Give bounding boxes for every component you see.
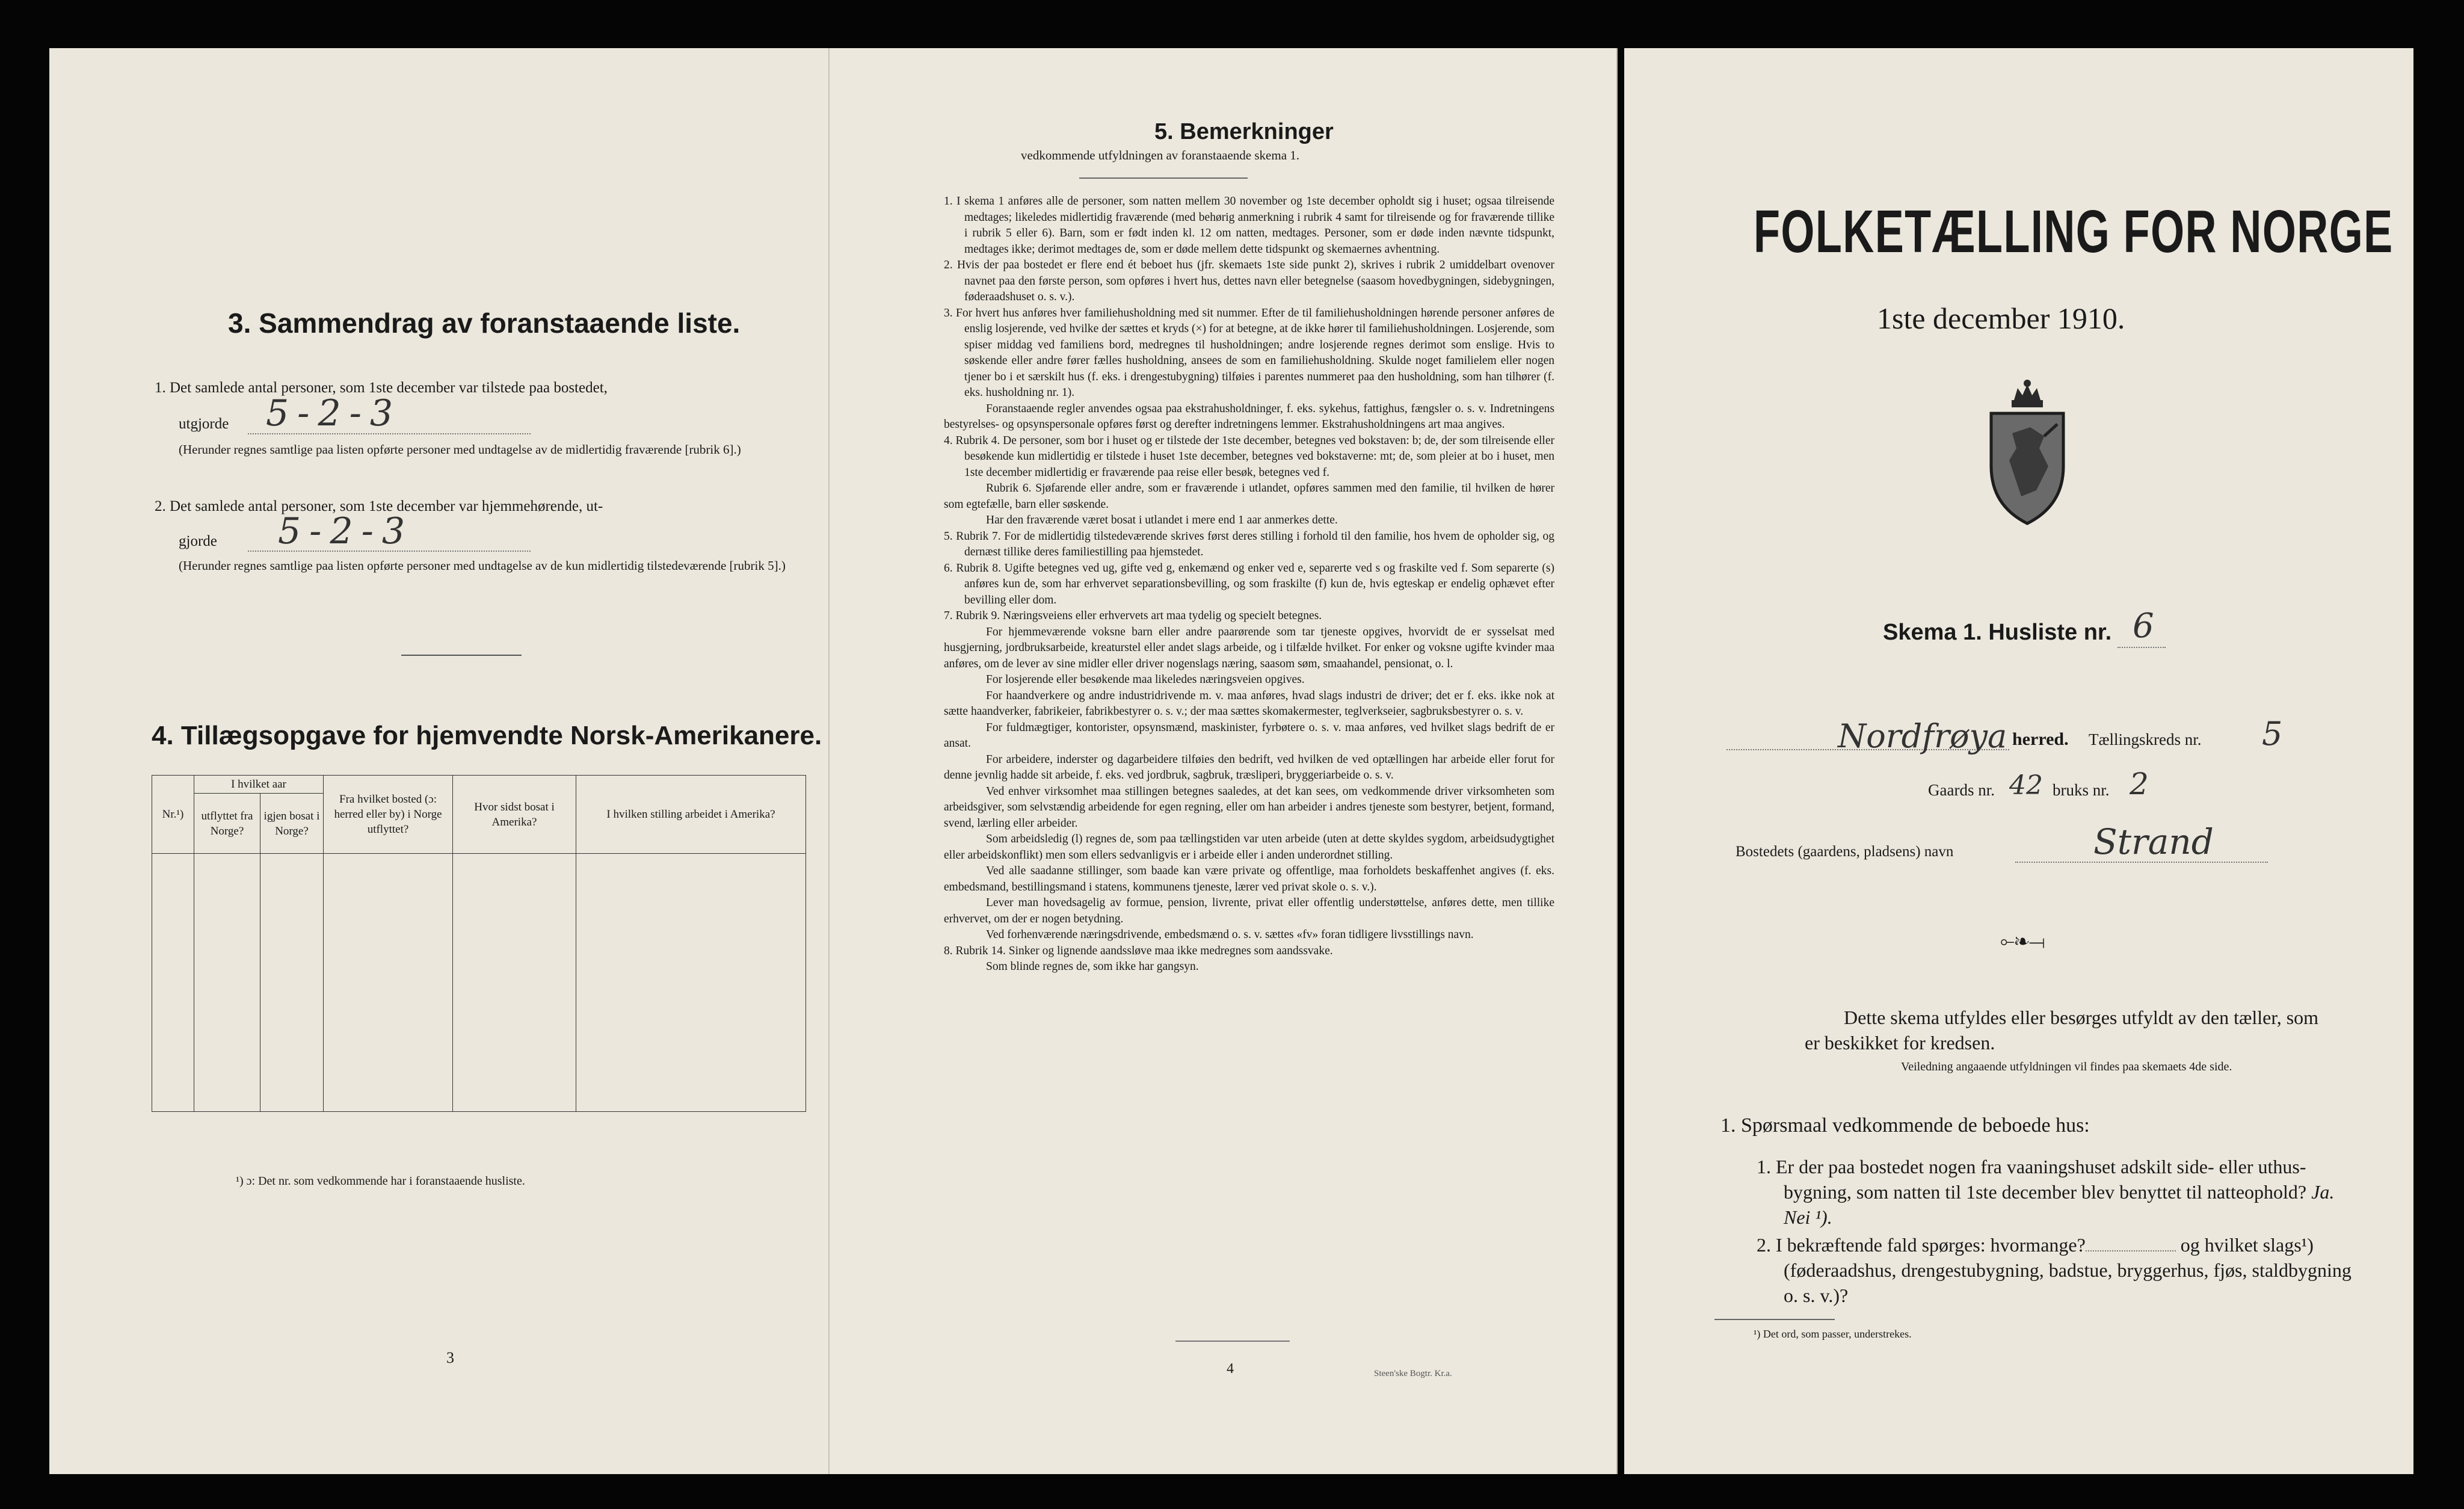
- section3-item2-note: (Herunder regnes samtlige paa listen opførte personer med undtagelse av de kun midlertidig tilstedeværende [rubrik 5].): [179, 558, 786, 573]
- section3-heading: 3. Sammendrag av foranstaaende liste.: [228, 307, 741, 339]
- col-last: Hvor sidst bosat i Amerika?: [453, 776, 576, 854]
- remark-paragraph: 8. Rubrik 14. Sinker og lignende aandssløve maa ikke medregnes som aandssvake.: [944, 944, 1333, 957]
- table-cell: [260, 854, 324, 1112]
- col-nr: Nr.¹): [152, 776, 194, 854]
- remark-paragraph: 3. For hvert hus anføres hver familiehusholdning med sit nummer. Efter de til familiehusholdningen hørende personer anføres de enslig losjerende, ved hvilke der sættes et kryds (×) for at betegne, at de ikke hører til familiehusholdningen. Losjerende, som spiser middag ved familiens bord, medregnes til husholdningen; andre losjerende regnes derimot som enslige. Hvis to søskende eller andre fører fælles husholdning, ansees de som en familiehusholdning. Skulde noget familielem eller nogen tjener bo i et særskilt hus (f. eks. i drengestubygning) tilføies i parentes nummeret paa den husholdning, som han tilhører (f. eks. husholdning nr. 1).: [944, 306, 1554, 399]
- intro-text: Dette skema utfyldes eller besørges utfyldt av den tæller, som er beskikket for kredsen.: [1805, 1007, 2319, 1054]
- remark-paragraph: 1. I skema 1 anføres alle de personer, som natten mellem 30 november og 1ste december opholdt sig i huset; ogsaa tilreisende medtages; likeledes midlertidig fraværende (med behørig anmerkning i rubrik 4 samt for tilreisende og for fraværende tillike i rubrik 5 eller 6). Barn, som er født inden kl. 12 om natten, medtages. Personer, som er døde inden nævnte tidspunkt, medtages ikke; derimot medtages de, som er døde mellem dette tidspunkt og skemaernes avhentning.: [944, 195, 1554, 256]
- remark-paragraph: Ved forhenværende næringsdrivende, embedsmænd o. s. v. sættes «fv» foran tidligere livsstillings navn.: [986, 928, 1474, 941]
- section4-footnote: ¹) ɔ: Det nr. som vedkommende har i foranstaaende husliste.: [236, 1174, 525, 1188]
- section3-item1-note: (Herunder regnes samtlige paa listen opførte personer med undtagelse av de midlertidig fraværende [rubrik 6].): [179, 442, 741, 457]
- remark-paragraph: Ved alle saadanne stillinger, som baade kan være private og offentlige, maa forholdets beskaffenhet angives (f. eks. embedsmand, bestillingsmand i statens, kommunens tjeneste, lærer ved privat skole o. s. v.).: [944, 865, 1554, 893]
- remark-paragraph: Lever man hovedsagelig av formue, pension, livrente, privat eller offentlig understøttelse, anføres dette, men tillike erhvervet, om der er nogen betydning.: [944, 896, 1554, 925]
- remark-paragraph: Som arbeidsledig (l) regnes de, som paa tællingstiden var uten arbeide (uten at dette skyldes sygdom, arbeidsudygtighet eller arbeidskonflikt) men som ellers sedvanligvis er i arbeide eller i anden underordnet stilling.: [944, 833, 1554, 862]
- remark-paragraph: Rubrik 6. Sjøfarende eller andre, som er fraværende i utlandet, opføres sammen med den familie, til hvilken de hører som egtefælle, barn eller søskende.: [944, 482, 1554, 511]
- footnote: ¹) Det ord, som passer, understrekes.: [1754, 1328, 1912, 1340]
- dotted-line: [2118, 647, 2166, 648]
- bruks-label: bruks nr.: [2053, 781, 2110, 799]
- divider: [401, 655, 522, 656]
- page-1: [1624, 48, 2413, 1474]
- table-cell: [324, 854, 453, 1112]
- page-3: [49, 48, 828, 1474]
- remark-paragraph: 7. Rubrik 9. Næringsveiens eller erhvervets art maa tydelig og specielt betegnes.: [944, 609, 1322, 622]
- section3-item1-value: 5-2-3: [266, 392, 402, 434]
- table-cell: [152, 854, 194, 1112]
- norsk-amerikanere-table: [152, 775, 806, 1112]
- herred-label: herred.: [2012, 729, 2069, 749]
- divider: [1079, 177, 1248, 179]
- col-position: I hvilken stilling arbeidet i Amerika?: [576, 776, 806, 854]
- section3-item1-label: utgjorde: [179, 416, 229, 432]
- schema-label: Skema 1. Husliste nr.: [1883, 620, 2112, 645]
- remark-paragraph: For arbeidere, inderster og dagarbeidere tilføies den bedrift, ved hvilken de ved optællingen har arbeide eller forut for denne jevnlig hadde sit arbeide, f. eks. ved jordbruk, sagbruk, træsliperi, bryggeriarbeide o. s. v.: [944, 753, 1554, 782]
- remark-paragraph: Har den fraværende været bosat i utlandet i mere end 1 aar anmerkes dette.: [986, 514, 1338, 526]
- table-cell: [194, 854, 260, 1112]
- col-returned: igjen bosat i Norge?: [260, 794, 324, 854]
- dotted-line: [2086, 1250, 2176, 1251]
- question-2: [1757, 1232, 2355, 1308]
- question-2-text-a: 2. I bekræftende fald spørges: hvormange?: [1757, 1234, 2086, 1256]
- bruks-value: 2: [2130, 767, 2149, 801]
- col-year-group: I hvilket aar: [194, 776, 324, 794]
- printer-imprint: Steen'ske Bogtr. Kr.a.: [1374, 1369, 1452, 1378]
- section3-item2: 2. Det samlede antal personer, som 1ste december var hjemmehørende, ut-: [155, 498, 603, 514]
- question-1: [1757, 1154, 2355, 1230]
- remark-paragraph: 4. Rubrik 4. De personer, som bor i huset og er tilstede der 1ste december, betegnes ved bokstaven: b; de, der som tilreisende eller besøkende kun midlertidig er tilstede i huset 1ste december, betegnes ved bokstaverne: mt; de, som pleier at bo i huset, men 1ste december midlertidig er fraværende paa reise eller besøk, betegnes ved f.: [944, 434, 1554, 479]
- coat-of-arms-icon: [1973, 376, 2081, 532]
- page-number: 4: [1227, 1361, 1234, 1377]
- remark-paragraph: For hjemmeværende voksne barn eller andre paarørende som tar tjeneste opgives, hvorvidt de er sysselsat med husgjerning, jordbruksarbeide, kreaturstel eller andet slags arbeide, og i tilfælde hvilket. For enker og voksne ugifte kvinder maa anføres, om de lever av sine midler eller driver nogenslags næring, saasom søm, smaahandel, pensionat, o. l.: [944, 625, 1554, 670]
- dotted-line: [248, 433, 531, 434]
- remark-paragraph: Som blinde regnes de, som ikke har gangsyn.: [986, 960, 1199, 973]
- section3-item2-value: 5-2-3: [278, 510, 414, 552]
- remark-paragraph: For losjerende eller besøkende maa likeledes næringsveien opgives.: [986, 673, 1305, 686]
- herred-value: Nordfrøya: [1838, 717, 2007, 755]
- question-2-text-b: og hvilket slags¹) (føderaadshus, drengestubygning, badstue, bryggerhus, fjøs, staldbygning o. s. v.)?: [1784, 1234, 2352, 1306]
- census-title: FOLKETÆLLING FOR NORGE: [1754, 198, 2394, 265]
- intro-small: Veiledning angaaende utfyldningen vil findes paa skemaets 4de side.: [1901, 1060, 2232, 1073]
- questions-heading: 1. Spørsmaal vedkommende de beboede hus:: [1720, 1114, 2090, 1137]
- divider: [1714, 1319, 1835, 1320]
- remark-paragraph: For fuldmægtiger, kontorister, opsynsmænd, maskinister, fyrbøtere o. s. v. maa anføres, ved hvilket slags bedrift de er ansat.: [944, 721, 1554, 750]
- bosted-label: Bostedets (gaardens, pladsens) navn: [1736, 844, 1954, 860]
- remark-paragraph: 5. Rubrik 7. For de midlertidig tilstedeværende skrives først deres stilling i forhold til den familie, hos hvem de opholder sig, og dernæst tillike deres familiestilling paa hjemstedet.: [944, 529, 1554, 558]
- table-cell: [453, 854, 576, 1112]
- table-cell: [576, 854, 806, 1112]
- remark-paragraph: 6. Rubrik 8. Ugifte betegnes ved ug, gifte ved g, enkemænd og enker ved e, separerte ved s og fraskilte ved f. Som separerte (s) anføres kun de, som har erhvervet separationsbevilling, og som fraskilte (f) kun de, hvis egteskap er endelig ophævet efter bevilling eller dom.: [944, 561, 1554, 606]
- husliste-nr: 6: [2133, 606, 2154, 646]
- coat-of-arms-label: Norges riksvåpen: [2006, 526, 2049, 532]
- question-1-text: 1. Er der paa bostedet nogen fra vaaningshuset adskilt side- eller uthus-bygning, som natten til 1ste december blev benyttet til natteophold?: [1757, 1156, 2307, 1203]
- remark-paragraph: Foranstaaende regler anvendes ogsaa paa ekstrahusholdninger, f. eks. sykehus, fattighus, fængsler o. s. v. Indretningens bestyrelses- og opsynspersonale opføres først og derefter indretningens lemmer. Ekstrahusholdningens art maa angives.: [944, 402, 1554, 431]
- remark-paragraph: 2. Hvis der paa bostedet er flere end ét beboet hus (jfr. skemaets 1ste side punkt 2), skrives i rubrik 2 umiddelbart ovenover navnet paa den første person, som opføres i hvert hus, dettes navn eller betegnelse (saasom hovedbygningen, sidebygningen, føderaadshuset o. s. v.).: [944, 259, 1554, 303]
- col-from: Fra hvilket bosted (ɔ: herred eller by) i Norge utflyttet?: [324, 776, 453, 854]
- gaards-label: Gaards nr.: [1928, 781, 1995, 799]
- tk-label: Tællingskreds nr.: [2089, 730, 2202, 748]
- question-1-answer: Ja. Nei ¹).: [1784, 1181, 2335, 1228]
- census-date: 1ste december 1910.: [1877, 301, 2125, 335]
- bosted-value: Strand: [2093, 821, 2214, 862]
- gaards-value: 42: [2009, 770, 2043, 801]
- dotted-line: [248, 551, 531, 552]
- remarks-heading: 5. Bemerkninger: [1154, 119, 1334, 144]
- col-emigrated: utflyttet fra Norge?: [194, 794, 260, 854]
- divider: [1175, 1341, 1290, 1342]
- tk-value: 5: [2262, 715, 2283, 753]
- section3-item2-label: gjorde: [179, 533, 217, 549]
- ornament-icon: ⟜❧⟞: [2000, 931, 2045, 951]
- remarks-list: [944, 194, 1554, 975]
- section3-item1: 1. Det samlede antal personer, som 1ste december var tilstede paa bostedet,: [155, 380, 608, 396]
- remark-paragraph: For haandverkere og andre industridrivende m. v. maa anføres, hvad slags industri de driver; det er f. eks. ikke nok at sætte haandverker, fabrikeier, fabrikbestyrer o. s. v.; der maa sættes skomakermester, teglverkseier, sagbruksbestyrer o. s. v.: [944, 689, 1554, 718]
- page-4: [828, 48, 1618, 1474]
- remark-paragraph: Ved enhver virksomhet maa stillingen betegnes saaledes, at det kan sees, om vedkommende driver virksomheten som arbeidsgiver, som selvstændig arbeidende for egen regning, eller om han arbeider i andres tjeneste som bestyrer, betjent, formand, svend, lærling eller arbeider.: [944, 785, 1554, 830]
- remarks-subheading: vedkommende utfyldningen av foranstaaende skema 1.: [1021, 148, 1300, 162]
- section4-heading: 4. Tillægsopgave for hjemvendte Norsk-Amerikanere.: [152, 721, 822, 750]
- page-number: 3: [446, 1349, 454, 1366]
